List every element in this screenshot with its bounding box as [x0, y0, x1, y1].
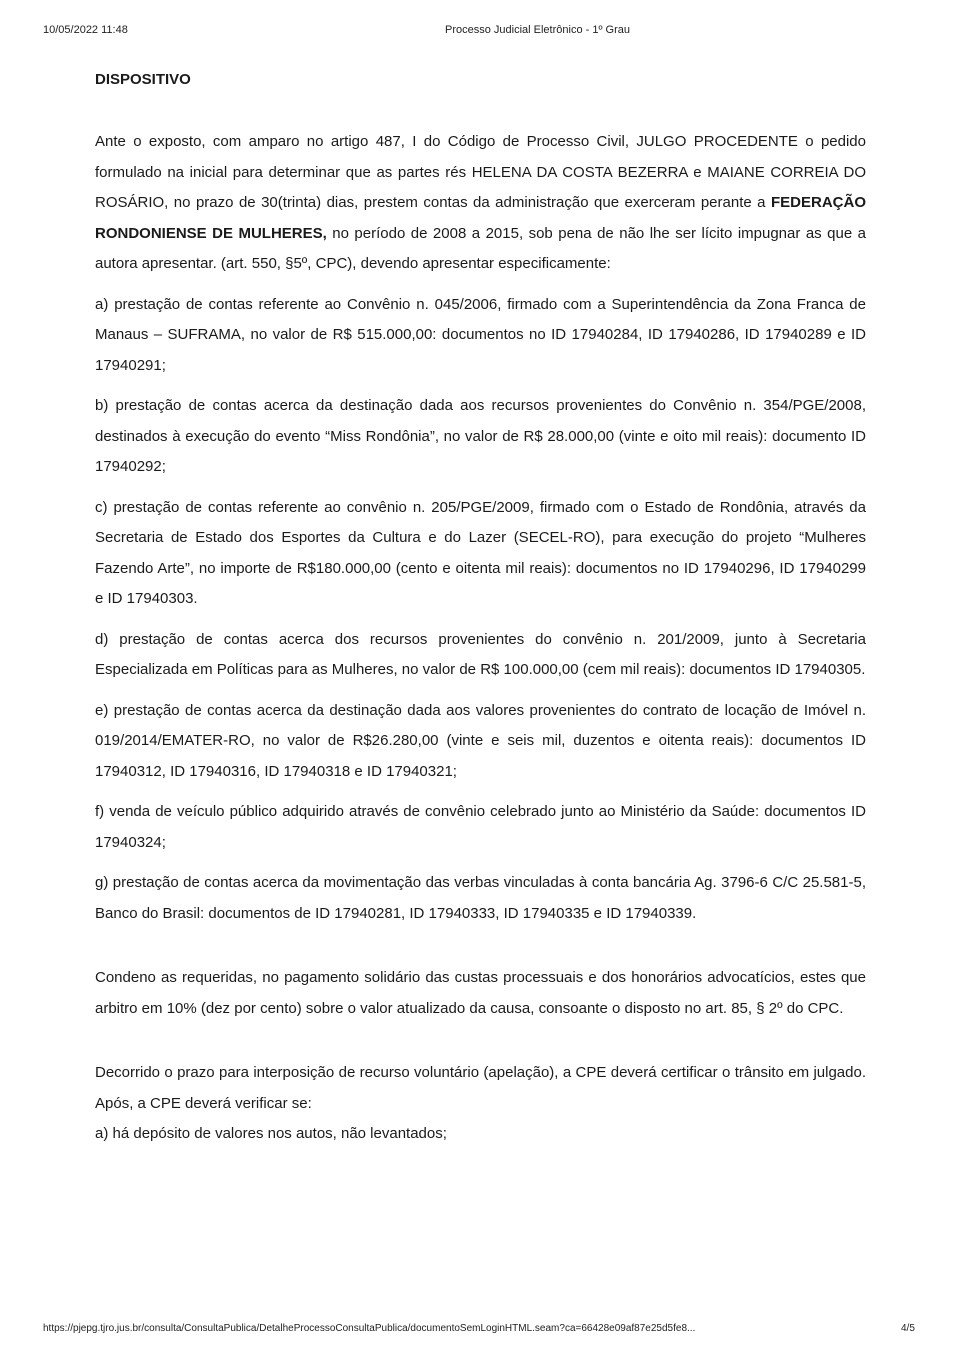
- print-datetime: 10/05/2022 11:48: [43, 24, 128, 36]
- page-url: https://pjepg.tjro.jus.br/consulta/ConsultaPublica/DetalheProcessoConsultaPublica/documentoSemLoginHTML.seam?ca=66428e09af87e25d5fe8...: [43, 1323, 696, 1334]
- section-heading: DISPOSITIVO: [95, 71, 191, 88]
- condemnation-paragraph: Condeno as requeridas, no pagamento solidário das custas processuais e dos honorários advocatícios, estes que arbitro em 10% (dez por cento) sobre o valor atualizado da causa, consoante o disposto no art. 85, § 2º do CPC.: [95, 969, 866, 1017]
- intro-text-part2: no período de 2008 a 2015, sob pena de não lhe ser lícito impugnar as que a autora apresentar. (art. 550, §5º, CPC), devendo apresentar especificamente:: [95, 224, 866, 272]
- page-number: 4/5: [901, 1323, 915, 1334]
- document-body: [95, 70, 866, 1150]
- list-item-f: f) venda de veículo público adquirido através de convênio celebrado junto ao Ministério da Saúde: documentos ID 17940324;: [95, 803, 866, 851]
- list-item-b: b) prestação de contas acerca da destinação dada aos recursos provenientes do Convênio n. 354/PGE/2008, destinados à execução do evento “Miss Rondônia”, no valor de R$ 28.000,00 (vinte e oito mil reais): documento ID 17940292;: [95, 397, 866, 475]
- list-item-d: d) prestação de contas acerca dos recursos provenientes do convênio n. 201/2009, junto à Secretaria Especializada em Políticas para as Mulheres, no valor de R$ 100.000,00 (cem mil reais): documentos ID 17940305.: [95, 630, 866, 678]
- after-deadline-paragraph: Decorrido o prazo para interposição de recurso voluntário (apelação), a CPE deverá certificar o trânsito em julgado. Após, a CPE deverá verificar se:: [95, 1064, 866, 1112]
- intro-text-bold: FEDERAÇÃO RONDONIENSE DE MULHERES,: [95, 194, 866, 242]
- list-item-g: g) prestação de contas acerca da movimentação das verbas vinculadas à conta bancária Ag. 3796-6 C/C 25.581-5, Banco do Brasil: documentos de ID 17940281, ID 17940333, ID 17940335 e ID 17940339.: [95, 874, 866, 922]
- list-item-c: c) prestação de contas referente ao convênio n. 205/PGE/2009, firmado com o Estado de Rondônia, através da Secretaria de Estado dos Esportes da Cultura e do Lazer (SECEL-RO), para execução do projeto “Mulheres Fazendo Arte”, no importe de R$180.000,00 (cento e oitenta mil reais): documentos no ID 17940296, ID 17940299 e ID 17940303.: [95, 498, 866, 607]
- list-item-a: a) prestação de contas referente ao Convênio n. 045/2006, firmado com a Superintendência da Zona Franca de Manaus – SUFRAMA, no valor de R$ 515.000,00: documentos no ID 17940284, ID 17940286, ID 17940289 e ID 17940291;: [95, 295, 866, 374]
- intro-paragraph: [95, 127, 866, 280]
- after-deadline-item-a: a) há depósito de valores nos autos, não levantados;: [95, 1125, 447, 1142]
- print-page-title: Processo Judicial Eletrônico - 1º Grau: [445, 24, 630, 36]
- list-item-e: e) prestação de contas acerca da destinação dada aos valores provenientes do contrato de locação de Imóvel n. 019/2014/EMATER-RO, no valor de R$26.280,00 (vinte e seis mil, duzentos e oitenta reais): documentos ID 17940312, ID 17940316, ID 17940318 e ID 17940321;: [95, 701, 866, 780]
- intro-text-part1: Ante o exposto, com amparo no artigo 487, I do Código de Processo Civil, JULGO PROCEDENTE o pedido formulado na inicial para determinar que as partes rés HELENA DA COSTA BEZERRA e MAIANE CORREIA DO ROSÁRIO, no prazo de 30(trinta) dias, prestem contas da administração que exerceram perante a: [95, 133, 866, 211]
